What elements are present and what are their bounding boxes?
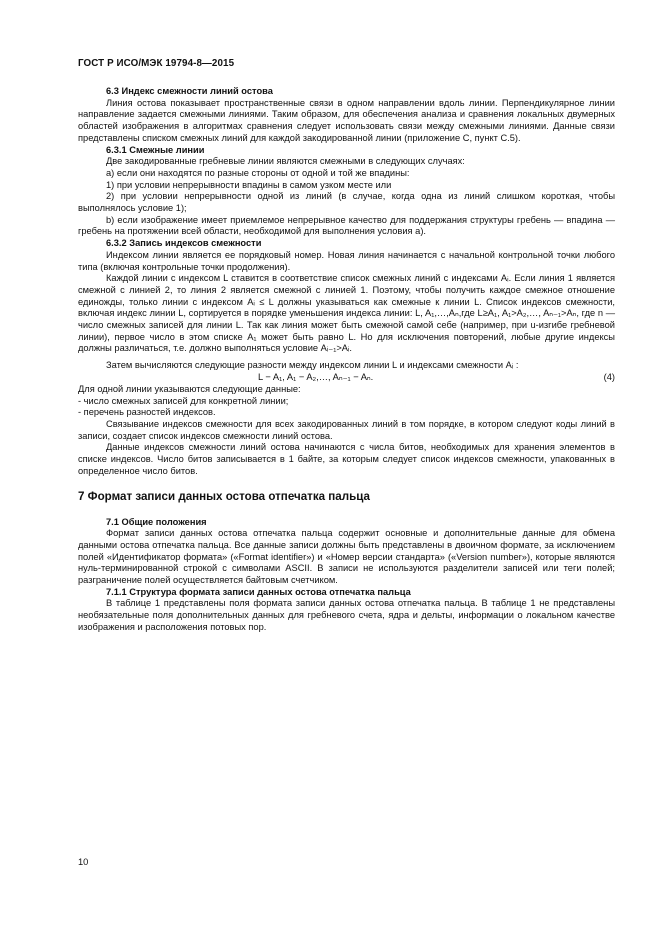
section-6-3-title: 6.3 Индекс смежности линий остова — [106, 86, 273, 96]
paragraph: Данные индексов смежности линий остова начинаются с числа битов, необходимых для хранения элементов в списке индексов. Число битов записывается в 1 байте, за которым следует список индексов смежности, упакованных в определенное число битов. — [78, 442, 615, 476]
list-item: 1) при условии непрерывности впадины в самом узком месте или — [106, 179, 392, 190]
equation-text: L − A₁, A₁ − A₂,…, Aₙ₋₁ − Aₙ. — [258, 371, 374, 382]
paragraph: Две закодированные гребневые линии являются смежными в следующих случаях: — [106, 156, 465, 167]
list-item: b) если изображение имеет приемлемое непрерывное качество для поддержания структуры гребень — впадина — гребень на протяжении всей области, необходимой для выполнения условия а). — [78, 214, 615, 237]
page-number: 10 — [78, 857, 89, 867]
list-item: a) если они находятся по разные стороны от одной и той же впадины: — [106, 167, 410, 178]
paragraph: Каждой линии с индексом L ставится в соответствие список смежных линий с индексами Aᵢ. Если линия 1 является смежной с линией 2, то линия 2 является смежной с линией 1. Поэтому, чтобы получить каждое смежное отношение единожды, только линии с индексом Aᵢ ≤ L должны указываться как смежные к линии L. Список индексов смежности, включая индекс линии L, сортируется в порядке уменьшения индекса линии: L, A₁,…,Aₙ,где L≥A₁, A₁>A₂,…, Aₙ₋₁>Aₙ, где n — число смежных записей для линии L. Так как линия может быть смежной самой себе (например, при u-изгибе гребневой линии), первое число в этом списке A₁ может быть равно L. Но для исключения повторений, любые другие индексы должны различаться, т.е. должно выполняться условие Aᵢ₋₁>Aᵢ. — [78, 273, 615, 354]
paragraph: Для одной линии указываются следующие данные: — [78, 383, 301, 394]
list-item: - перечень разностей индексов. — [78, 407, 216, 418]
running-header: ГОСТ Р ИСО/МЭК 19794-8—2015 — [78, 58, 235, 69]
list-item: - число смежных записей для конкретной линии; — [78, 395, 289, 406]
paragraph: Формат записи данных остова отпечатка пальца содержит основные и дополнительные данные для обмена данными остова отпечатка пальца. Все данные записи должны быть представлены в двоичном формате, за исключением полей «Идентификатор формата» («Format identifier») и «Номер версии стандарта» («Version number»), которые являются нуль-терминированной строкой с символами ASCII. В записи не используются разделители записей или теги полей; разграничение полей осуществляется байтовым счетчиком. — [78, 528, 615, 586]
paragraph: Затем вычисляются следующие разности между индексом линии L и индексами смежности Aᵢ : — [106, 360, 519, 371]
equation-4 — [78, 372, 615, 384]
section-6-3-1-title: 6.3.1 Смежные линии — [106, 144, 205, 155]
section-7-1-title: 7.1 Общие положения — [106, 516, 207, 527]
section-7-title: 7 Формат записи данных остова отпечатка пальца — [78, 489, 370, 503]
section-6-3-2-title: 6.3.2 Запись индексов смежности — [106, 238, 262, 249]
paragraph: В таблице 1 представлены поля формата записи данных остова отпечатка пальца. В таблице 1 не представлены необязательные поля дополнительных данных для гребневого счета, ядра и дельты, информации о локальном качестве изображения и расположения потовых пор. — [78, 598, 615, 632]
paragraph: Индексом линии является ее порядковый номер. Новая линия начинается с начальной контрольной точки любого типа (включая контрольные точки продолжения). — [78, 249, 615, 272]
paragraph: Связывание индексов смежности для всех закодированных линий в том порядке, в котором следуют коды линий в записи, создает список индексов смежности линий остова. — [78, 418, 615, 441]
section-7-1-1-title: 7.1.1 Структура формата записи данных остова отпечатка пальца — [106, 586, 411, 597]
section-6-3-paragraph: Линия остова показывает пространственные связи в одном направлении вдоль линии. Перпендикулярное линии направление задается смежными линиями. Таким образом, для обеспечения анализа и сравнения локальных двумерных областей изображения в алгоритмах сравнения следует использовать связи между смежными линиями. Данные связи представлены списком смежных линий для каждой закодированной линии (приложение С, пункт С.5). — [78, 97, 615, 143]
equation-number: (4) — [603, 371, 615, 382]
list-item: 2) при условии непрерывности одной из линий (в случае, когда одна из линий слишком короткая, чтобы выполнялось условие 1); — [78, 191, 615, 214]
page-content — [78, 58, 615, 634]
